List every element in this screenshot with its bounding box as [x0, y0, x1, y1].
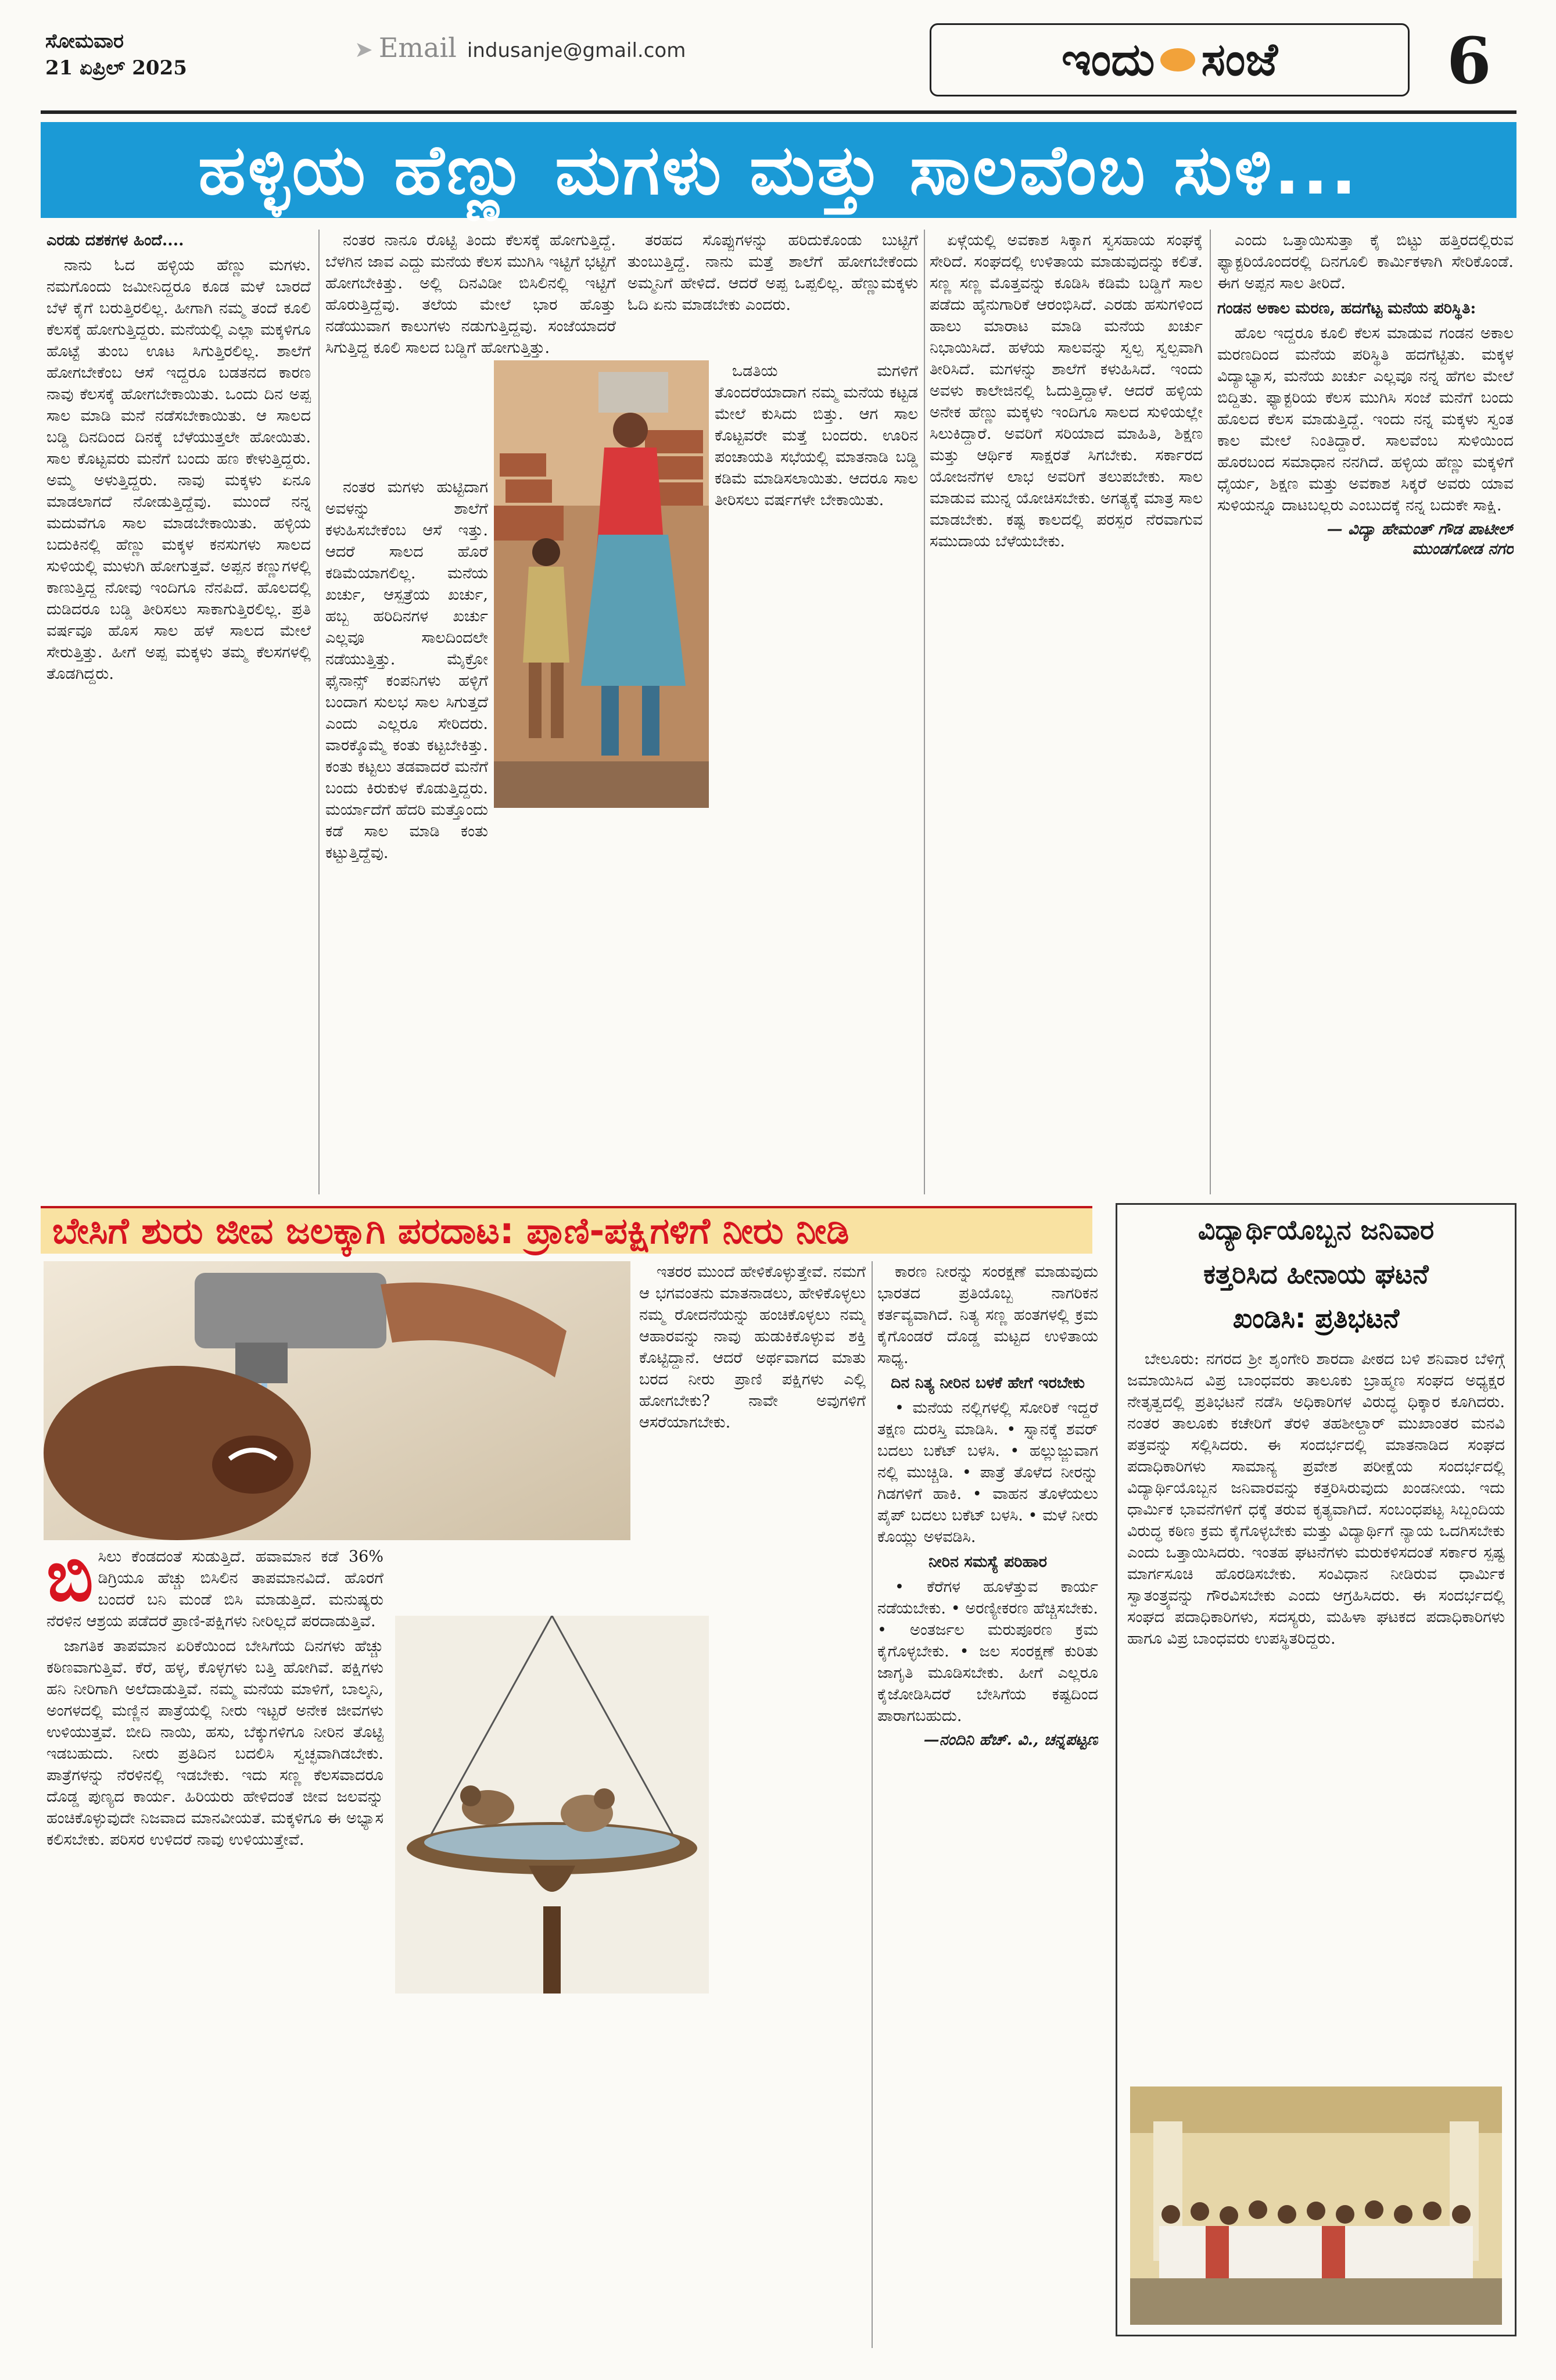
article-paragraph: ನಂತರ ಮಗಳು ಹುಟ್ಟಿದಾಗ ಅವಳನ್ನು ಶಾಲೆಗೆ ಕಳುಹಿಸಬೇಕೆಂಬ ಆಸೆ ಇತ್ತು. ಆದರೆ ಸಾಲದ ಹೊರೆ ಕಡಿಮೆಯಾಗಲಿಲ್ಲ. ಮನೆಯ ಖರ್ಚು, ಆಸ್ಪತ್ರೆಯ ಖರ್ಚು, ಹಬ್ಬ ಹರಿದಿನಗಳ ಖರ್ಚು ಎಲ್ಲವೂ ಸಾಲದಿಂದಲೇ ನಡೆಯುತ್ತಿತ್ತು. ಮೈಕ್ರೋ ಫೈನಾನ್ಸ್ ಕಂಪನಿಗಳು ಹಳ್ಳಿಗೆ ಬಂದಾಗ ಸುಲಭ ಸಾಲ ಸಿಗುತ್ತದೆ ಎಂದು ಎಲ್ಲರೂ ಸೇರಿದರು. ವಾರಕ್ಕೊಮ್ಮೆ ಕಂತು ಕಟ್ಟಬೇಕಿತ್ತು. ಕಂತು ಕಟ್ಟಲು ತಡವಾದರೆ ಮನೆಗೆ ಬಂದು ಕಿರುಕುಳ ಕೊಡುತ್ತಿದ್ದರು. ಮರ್ಯಾದೆಗೆ ಹೆದರಿ ಮತ್ತೊಂದು ಕಡೆ ಸಾಲ ಮಾಡಿ ಕಂತು ಕಟ್ಟುತ್ತಿದ್ದೆವು.: [325, 478, 488, 862]
heat-article-title: [41, 1206, 1092, 1254]
main-article-column-3: [715, 360, 918, 1194]
main-article-column-4: [930, 230, 1203, 1194]
article-paragraph: ತರಹದ ಸೊಪ್ಪುಗಳನ್ನು ಹರಿದುಕೊಂಡು ಬುಟ್ಟಿಗೆ ತುಂಬುತ್ತಿದ್ದೆ. ನಾನು ಮತ್ತೆ ಶಾಲೆಗೆ ಹೋಗಬೇಕೆಂದು ಅಮ್ಮನಿಗೆ ಹೇಳಿದೆ. ಆದರೆ ಅಪ್ಪ ಒಪ್ಪಲಿಲ್ಲ. ಹೆಣ್ಣುಮಕ್ಕಳು ಓದಿ ಏನು ಮಾಡಬೇಕು ಎಂದರು.: [628, 231, 918, 314]
lead-heading: ಎರಡು ದಶಕಗಳ ಹಿಂದೆ....: [46, 231, 184, 249]
email-label: Email: [378, 32, 457, 63]
masthead-logo: [930, 23, 1410, 96]
article-paragraph: ಎಂದು ಒತ್ತಾಯಿಸುತ್ತಾ ಕೈ ಬಿಟ್ಟು ಹತ್ತಿರದಲ್ಲಿರುವ ಫ್ಯಾಕ್ಟರಿಯೊಂದರಲ್ಲಿ ದಿನಗೂಲಿ ಕಾರ್ಮಿಕಳಾಗಿ ಸೇರಿಕೊಂಡೆ. ಈಗ ಅಪ್ಪನ ಸಾಲ ತೀರಿದೆ.: [1217, 231, 1514, 292]
author-byline: — ವಿದ್ಯಾ ಹೇಮಂತ್ ಗೌಡ ಪಾಟೀಲ್: [1326, 520, 1514, 538]
issue-date: 21 ಏಪ್ರಿಲ್ 2025: [45, 56, 187, 80]
masthead-right: ಸಂಜೆ: [1201, 33, 1278, 86]
article-paragraph: ಕಾರಣ ನೀರನ್ನು ಸಂರಕ್ಷಣೆ ಮಾಡುವುದು ಭಾರತದ ಪ್ರತಿಯೊಬ್ಬ ನಾಗರಿಕನ ಕರ್ತವ್ಯವಾಗಿದೆ. ನಿತ್ಯ ಸಣ್ಣ ಹಂತಗಳಲ್ಲಿ ಕ್ರಮ ಕೈಗೊಂಡರೆ ದೊಡ್ಡ ಮಟ್ಟದ ಉಳಿತಾಯ ಸಾಧ್ಯ.: [877, 1263, 1098, 1367]
header-divider: [41, 110, 1516, 114]
article-paragraph: ಒಡತಿಯ ಮಗಳಿಗೆ ತೊಂದರೆಯಾದಾಗ ನಮ್ಮ ಮನೆಯ ಕಟ್ಟಡ ಮೇಲೆ ಕುಸಿದು ಬಿತ್ತು. ಆಗ ಸಾಲ ಕೊಟ್ಟವರೇ ಮತ್ತೆ ಬಂದರು. ಊರಿನ ಪಂಚಾಯತಿ ಸಭೆಯಲ್ಲಿ ಮಾತನಾಡಿ ಬಡ್ಡಿ ಕಡಿಮೆ ಮಾಡಿಸಲಾಯಿತು. ಆದರೂ ಸಾಲ ತೀರಿಸಲು ವರ್ಷಗಳೇ ಬೇಕಾಯಿತು.: [715, 362, 918, 509]
heat-article-column-c: [877, 1261, 1098, 2348]
heat-title-part-2: ಪ್ರಾಣಿ-ಪಕ್ಷಿಗಳಿಗೆ ನೀರು ನೀಡಿ: [526, 1209, 849, 1252]
protest-group-photo: [1130, 2086, 1502, 2325]
side-title-line-3: ಖಂಡಿಸಿ: ಪ್ರತಿಭಟನೆ: [1232, 1302, 1400, 1334]
solutions-list: • ಕೆರೆಗಳ ಹೂಳೆತ್ತುವ ಕಾರ್ಯ ನಡೆಯಬೇಕು. • ಅರಣ್ಯೀಕರಣ ಹೆಚ್ಚಿಸಬೇಕು. • ಅಂತರ್ಜಲ ಮರುಪೂರಣ ಕ್ರಮ ಕೈಗೊಳ್ಳಬೇಕು. • ಜಲ ಸಂರಕ್ಷಣೆ ಕುರಿತು ಜಾಗೃತಿ ಮೂಡಿಸಬೇಕು. ಹೀಗೆ ಎಲ್ಲರೂ ಕೈಜೋಡಿಸಿದರೆ ಬೇಸಿಗೆಯ ಕಷ್ಟದಿಂದ ಪಾರಾಗಬಹುದು.: [877, 1578, 1098, 1725]
article-paragraph: ಏಳ್ಗೆಯಲ್ಲಿ ಅವಕಾಶ ಸಿಕ್ಕಾಗ ಸ್ವಸಹಾಯ ಸಂಘಕ್ಕೆ ಸೇರಿದೆ. ಸಂಘದಲ್ಲಿ ಉಳಿತಾಯ ಮಾಡುವುದನ್ನು ಕಲಿತೆ. ಸಣ್ಣ ಸಣ್ಣ ಮೊತ್ತವನ್ನು ಕೂಡಿಸಿ ಕಡಿಮೆ ಬಡ್ಡಿಗೆ ಸಾಲ ಪಡೆದು ಹೈನುಗಾರಿಕೆ ಆರಂಭಿಸಿದೆ. ಎರಡು ಹಸುಗಳಿಂದ ಹಾಲು ಮಾರಾಟ ಮಾಡಿ ಮನೆಯ ಖರ್ಚು ನಿಭಾಯಿಸಿದೆ. ಹಳೆಯ ಸಾಲವನ್ನು ಸ್ವಲ್ಪ ಸ್ವಲ್ಪವಾಗಿ ತೀರಿಸಿದೆ. ಮಗಳನ್ನು ಶಾಲೆಗೆ ಕಳುಹಿಸಿದೆ. ಇಂದು ಅವಳು ಕಾಲೇಜಿನಲ್ಲಿ ಓದುತ್ತಿದ್ದಾಳೆ. ಆದರೆ ಹಳ್ಳಿಯ ಅನೇಕ ಹೆಣ್ಣು ಮಕ್ಕಳು ಇಂದಿಗೂ ಸಾಲದ ಸುಳಿಯಲ್ಲೇ ಸಿಲುಕಿದ್ದಾರೆ. ಅವರಿಗೆ ಸರಿಯಾದ ಮಾಹಿತಿ, ಶಿಕ್ಷಣ ಮತ್ತು ಆರ್ಥಿಕ ಸಾಕ್ಷರತೆ ಸಿಗಬೇಕು. ಸರ್ಕಾರದ ಯೋಜನೆಗಳ ಲಾಭ ಅವರಿಗೆ ತಲುಪಬೇಕು. ಸಾಲ ಮಾಡುವ ಮುನ್ನ ಯೋಚಿಸಬೇಕು. ಅಗತ್ಯಕ್ಕೆ ಮಾತ್ರ ಸಾಲ ಮಾಡಬೇಕು. ಕಷ್ಟ ಕಾಲದಲ್ಲಿ ಪರಸ್ಪರ ನೆರವಾಗುವ ಸಮುದಾಯ ಬೆಳೆಯಬೇಕು.: [930, 231, 1203, 550]
section-subheading: ಗಂಡನ ಅಕಾಲ ಮರಣ, ಹದಗೆಟ್ಟ ಮನೆಯ ಪರಿಸ್ಥಿತಿ:: [1217, 299, 1476, 317]
author-place: ಮುಂಡಗೋಡ ನಗರ: [1412, 540, 1514, 558]
article-paragraph: ಬೇಲೂರು: ನಗರದ ಶ್ರೀ ಶೃಂಗೇರಿ ಶಾರದಾ ಪೀಠದ ಬಳಿ ಶನಿವಾರ ಬೆಳಿಗ್ಗೆ ಜಮಾಯಿಸಿದ ವಿಪ್ರ ಬಾಂಧವರು ತಾಲೂಕು ಬ್ರಾಹ್ಮಣ ಸಂಘದ ಅಧ್ಯಕ್ಷರ ನೇತೃತ್ವದಲ್ಲಿ ಪ್ರತಿಭಟನೆ ನಡೆಸಿ ಅಧಿಕಾರಿಗಳ ವಿರುದ್ಧ ಧಿಕ್ಕಾರ ಕೂಗಿದರು. ನಂತರ ತಾಲೂಕು ಕಚೇರಿಗೆ ತೆರಳಿ ತಹಶೀಲ್ದಾರ್ ಮುಖಾಂತರ ಮನವಿ ಪತ್ರವನ್ನು ಸಲ್ಲಿಸಿದರು. ಈ ಸಂದರ್ಭದಲ್ಲಿ ಮಾತನಾಡಿದ ಸಂಘದ ಪದಾಧಿಕಾರಿಗಳು ಸಾಮಾನ್ಯ ಪ್ರವೇಶ ಪರೀಕ್ಷೆಯ ಸಂದರ್ಭದಲ್ಲಿ ವಿದ್ಯಾರ್ಥಿಯೊಬ್ಬನ ಜನಿವಾರವನ್ನು ಕತ್ತರಿಸಿರುವುದು ಖಂಡನೀಯ. ಇದು ಧಾರ್ಮಿಕ ಭಾವನೆಗಳಿಗೆ ಧಕ್ಕೆ ತರುವ ಕೃತ್ಯವಾಗಿದೆ. ಸಂಬಂಧಪಟ್ಟ ಸಿಬ್ಬಂದಿಯ ವಿರುದ್ಧ ಕಠಿಣ ಕ್ರಮ ಕೈಗೊಳ್ಳಬೇಕು ಮತ್ತು ವಿದ್ಯಾರ್ಥಿಗೆ ನ್ಯಾಯ ಒದಗಿಸಬೇಕು ಎಂದು ಒತ್ತಾಯಿಸಿದರು. ಇಂತಹ ಘಟನೆಗಳು ಮರುಕಳಿಸದಂತೆ ಸರ್ಕಾರ ಸ್ಪಷ್ಟ ಮಾರ್ಗಸೂಚಿ ಹೊರಡಿಸಬೇಕು. ಸಂವಿಧಾನ ನೀಡಿರುವ ಧಾರ್ಮಿಕ ಸ್ವಾತಂತ್ರ್ಯವನ್ನು ಗೌರವಿಸಬೇಕು ಎಂದು ಆಗ್ರಹಿಸಿದರು. ಈ ಸಂದರ್ಭದಲ್ಲಿ ಸಂಘದ ಪದಾಧಿಕಾರಿಗಳು, ಸದಸ್ಯರು, ಮಹಿಳಾ ಘಟಕದ ಪದಾಧಿಕಾರಿಗಳು ಹಾಗೂ ವಿಪ್ರ ಬಾಂಧವರು ಉಪಸ್ಥಿತರಿದ್ದರು.: [1127, 1350, 1505, 1648]
brick-workers-photo: [494, 360, 709, 808]
main-article-column-2-mid: [325, 477, 488, 1194]
weekday: ಸೋಮವಾರ: [45, 30, 124, 53]
main-article-column-5: [1217, 230, 1514, 1194]
section-subheading: ದಿನ ನಿತ್ಯ ನೀರಿನ ಬಳಕೆ ಹೇಗೆ ಇರಬೇಕು: [891, 1374, 1085, 1392]
column-divider: [872, 1261, 873, 2348]
heat-title-part-1: ಬೇಸಿಗೆ ಶುರು ಜೀವ ಜಲಕ್ಕಾಗಿ ಪರದಾಟ:: [52, 1209, 514, 1252]
column-divider: [924, 230, 925, 1194]
column-divider: [318, 230, 320, 1194]
email-address[interactable]: indusanje@gmail.com: [467, 39, 686, 62]
heat-intro: ಸಿಲು ಕೆಂಡದಂತೆ ಸುಡುತ್ತಿದೆ. ಹವಾಮಾನ ಕಡೆ 36% ಡಿಗ್ರಿಯೂ ಹೆಚ್ಚು ಬಿಸಿಲಿನ ತಾಪಮಾನವಿದೆ. ಹೊರಗೆ ಬಂದರೆ ಬನಿ ಮಂಡೆ ಬಿಸಿ ಮಾಡುತ್ತಿದೆ. ಮನುಷ್ಯರು ನೆರಳಿನ ಆಶ್ರಯ ಪಡೆದರೆ ಪ್ರಾಣಿ-ಪಕ್ಷಿಗಳು ನೀರಿಲ್ಲದೆ ಪರದಾಡುತ್ತಿವೆ.: [46, 1548, 383, 1630]
page-number: 6: [1447, 23, 1492, 98]
email-block: [354, 32, 686, 63]
heat-article-column-b2: [718, 1831, 866, 2348]
article-paragraph: ಜಾಗತಿಕ ತಾಪಮಾನ ಏರಿಕೆಯಿಂದ ಬೇಸಿಗೆಯ ದಿನಗಳು ಹೆಚ್ಚು ಕಠಿಣವಾಗುತ್ತಿವೆ. ಕೆರೆ, ಹಳ್ಳ, ಕೊಳ್ಳಗಳು ಬತ್ತಿ ಹೋಗಿವೆ. ಪಕ್ಷಿಗಳು ಹನಿ ನೀರಿಗಾಗಿ ಅಲೆದಾಡುತ್ತಿವೆ. ನಮ್ಮ ಮನೆಯ ಮಾಳಿಗೆ, ಬಾಲ್ಕನಿ, ಅಂಗಳದಲ್ಲಿ ಮಣ್ಣಿನ ಪಾತ್ರೆಯಲ್ಲಿ ನೀರು ಇಟ್ಟರೆ ಅನೇಕ ಜೀವಗಳು ಉಳಿಯುತ್ತವೆ. ಬೀದಿ ನಾಯಿ, ಹಸು, ಬೆಕ್ಕುಗಳಿಗೂ ನೀರಿನ ತೊಟ್ಟಿ ಇಡಬಹುದು. ನೀರು ಪ್ರತಿದಿನ ಬದಲಿಸಿ ಸ್ವಚ್ಛವಾಗಿಡಬೇಕು. ಪಾತ್ರೆಗಳನ್ನು ನೆರಳಿನಲ್ಲಿ ಇಡಬೇಕು. ಇದು ಸಣ್ಣ ಕೆಲಸವಾದರೂ ದೊಡ್ಡ ಪುಣ್ಯದ ಕಾರ್ಯ. ಹಿರಿಯರು ಹೇಳಿದಂತೆ ಜೀವ ಜಲವನ್ನು ಹಂಚಿಕೊಳ್ಳುವುದೇ ನಿಜವಾದ ಮಾನವೀಯತೆ. ಮಕ್ಕಳಿಗೂ ಈ ಅಭ್ಯಾಸ ಕಲಿಸಬೇಕು. ಪರಿಸರ ಉಳಿದರೆ ನಾವು ಉಳಿಯುತ್ತೇವೆ.: [46, 1637, 383, 1849]
heat-article-column-a: [46, 1546, 383, 2348]
child-drinking-tap-photo: [44, 1261, 630, 1540]
sun-icon: [1160, 48, 1195, 71]
arrow-icon: ➤: [354, 37, 373, 62]
date-block: [45, 28, 187, 81]
drop-cap: ಬಿ: [46, 1546, 94, 1617]
column-divider: [1210, 230, 1211, 1194]
article-paragraph: ಹೊಲ ಇದ್ದರೂ ಕೂಲಿ ಕೆಲಸ ಮಾಡುವ ಗಂಡನ ಅಕಾಲ ಮರಣದಿಂದ ಮನೆಯ ಪರಿಸ್ಥಿತಿ ಹದಗೆಟ್ಟಿತು. ಮಕ್ಕಳ ವಿದ್ಯಾಭ್ಯಾಸ, ಮನೆಯ ಖರ್ಚು ಎಲ್ಲವೂ ನನ್ನ ಹೆಗಲ ಮೇಲೆ ಬಿದ್ದಿತು. ಫ್ಯಾಕ್ಟರಿಯ ಕೆಲಸ ಮುಗಿಸಿ ಸಂಜೆ ಮನೆಗೆ ಬಂದು ಹೊಲದ ಕೆಲಸ ಮಾಡುತ್ತಿದ್ದೆ. ಇಂದು ನನ್ನ ಮಕ್ಕಳು ಸ್ವಂತ ಕಾಲ ಮೇಲೆ ನಿಂತಿದ್ದಾರೆ. ಸಾಲವೆಂಬ ಸುಳಿಯಿಂದ ಹೊರಬಂದ ಸಮಾಧಾನ ನನಗಿದೆ. ಹಳ್ಳಿಯ ಹೆಣ್ಣು ಮಕ್ಕಳಿಗೆ ಧೈರ್ಯ, ಶಿಕ್ಷಣ ಮತ್ತು ಅವಕಾಶ ಸಿಕ್ಕರೆ ಅವರು ಯಾವ ಸುಳಿಯನ್ನೂ ದಾಟಬಲ್ಲರು ಎಂಬುದಕ್ಕೆ ನನ್ನ ಬದುಕೇ ಸಾಕ್ಷಿ.: [1217, 324, 1514, 514]
section-subheading: ನೀರಿನ ಸಮಸ್ಯೆ ಪರಿಹಾರ: [928, 1553, 1048, 1571]
article-paragraph: ನಾನು ಓದ ಹಳ್ಳಿಯ ಹೆಣ್ಣು ಮಗಳು. ನಮಗೊಂದು ಜಮೀನಿದ್ದರೂ ಕೂಡ ಮಳೆ ಬಾರದೆ ಬೆಳೆ ಕೈಗೆ ಬರುತ್ತಿರಲಿಲ್ಲ. ಹೀಗಾಗಿ ನಮ್ಮ ತಂದೆ ಕೂಲಿ ಕೆಲಸಕ್ಕೆ ಹೋಗುತ್ತಿದ್ದರು. ಮನೆಯಲ್ಲಿ ಎಲ್ಲಾ ಮಕ್ಕಳಿಗೂ ಹೊಟ್ಟೆ ತುಂಬ ಊಟ ಸಿಗುತ್ತಿರಲಿಲ್ಲ. ಶಾಲೆಗೆ ಹೋಗಬೇಕೆಂಬ ಆಸೆ ಇದ್ದರೂ ಬಡತನದ ಕಾರಣ ನಾವು ಕೆಲಸಕ್ಕೆ ಹೋಗಬೇಕಾಯಿತು. ಒಂದು ದಿನ ಅಪ್ಪ ಸಾಲ ಮಾಡಿ ಮನೆ ನಡೆಸಬೇಕಾಯಿತು. ಆ ಸಾಲದ ಬಡ್ಡಿ ದಿನದಿಂದ ದಿನಕ್ಕೆ ಬೆಳೆಯುತ್ತಲೇ ಹೋಯಿತು. ಸಾಲ ಕೊಟ್ಟವರು ಮನೆಗೆ ಬಂದು ಹಣ ಕೇಳುತ್ತಿದ್ದರು. ಅಮ್ಮ ಅಳುತ್ತಿದ್ದರು. ನಾವು ಮಕ್ಕಳು ಏನೂ ಮಾಡಲಾಗದೆ ನೋಡುತ್ತಿದ್ದೆವು. ಮುಂದೆ ನನ್ನ ಮದುವೆಗೂ ಸಾಲ ಮಾಡಬೇಕಾಯಿತು. ಹಳ್ಳಿಯ ಬದುಕಿನಲ್ಲಿ ಹೆಣ್ಣು ಮಕ್ಕಳ ಕನಸುಗಳು ಸಾಲದ ಸುಳಿಯಲ್ಲಿ ಮುಳುಗಿ ಹೋಗುತ್ತವೆ. ಅಪ್ಪನ ಕಣ್ಣುಗಳಲ್ಲಿ ಕಾಣುತ್ತಿದ್ದ ನೋವು ಇಂದಿಗೂ ನೆನಪಿದೆ. ಹೊಲದಲ್ಲಿ ದುಡಿದರೂ ಬಡ್ಡಿ ತೀರಿಸಲು ಸಾಕಾಗುತ್ತಿರಲಿಲ್ಲ. ಪ್ರತಿ ವರ್ಷವೂ ಹೊಸ ಸಾಲ ಹಳೆ ಸಾಲದ ಮೇಲೆ ಸೇರುತ್ತಿತ್ತು. ಹೀಗೆ ಅಪ್ಪ ಮಕ್ಕಳು ತಮ್ಮ ಕೆಲಸಗಳಲ್ಲಿ ತೊಡಗಿದ್ದರು.: [46, 256, 311, 683]
tips-list: • ಮನೆಯ ನಲ್ಲಿಗಳಲ್ಲಿ ಸೋರಿಕೆ ಇದ್ದರೆ ತಕ್ಷಣ ದುರಸ್ತಿ ಮಾಡಿಸಿ. • ಸ್ನಾನಕ್ಕೆ ಶವರ್ ಬದಲು ಬಕೆಟ್ ಬಳಸಿ. • ಹಲ್ಲುಜ್ಜುವಾಗ ನಲ್ಲಿ ಮುಚ್ಚಿಡಿ. • ಪಾತ್ರೆ ತೊಳೆದ ನೀರನ್ನು ಗಿಡಗಳಿಗೆ ಹಾಕಿ. • ವಾಹನ ತೊಳೆಯಲು ಪೈಪ್ ಬದಲು ಬಕೆಟ್ ಬಳಸಿ. • ಮಳೆ ನೀರು ಕೊಯ್ಲು ಅಳವಡಿಸಿ.: [877, 1399, 1098, 1546]
main-article-column-1: [46, 230, 311, 1194]
masthead-left: ಇಂದು: [1062, 33, 1155, 86]
side-article-body: [1127, 1348, 1505, 2069]
side-title-line-1: ವಿದ್ಯಾರ್ಥಿಯೊಬ್ಬನ ಜನಿವಾರ: [1198, 1214, 1435, 1246]
birds-water-bowl-photo: [395, 1616, 709, 1994]
side-title-line-2: ಕತ್ತರಿಸಿದ ಹೀನಾಯ ಘಟನೆ: [1203, 1258, 1429, 1290]
article-paragraph: ಇತರರ ಮುಂದೆ ಹೇಳಿಕೊಳ್ಳುತ್ತೇವೆ. ನಮಗೆ ಆ ಭಗವಂತನು ಮಾತನಾಡಲು, ಹೇಳಿಕೊಳ್ಳಲು ನಮ್ಮ ರೋದನೆಯನ್ನು ಹಂಚಿಕೊಳ್ಳಲು ನಮ್ಮ ಆಹಾರವನ್ನು ನಾವು ಹುಡುಕಿಕೊಳ್ಳುವ ಶಕ್ತಿ ಕೊಟ್ಟಿದ್ದಾನೆ. ಆದರೆ ಅರ್ಥವಾಗದ ಮಾತು ಬರದ ನೀರು ಪ್ರಾಣಿ ಪಕ್ಷಿಗಳು ಎಲ್ಲಿ ಹೋಗಬೇಕು? ನಾವೇ ಅವುಗಳಿಗೆ ಆಸರೆಯಾಗಬೇಕು.: [639, 1263, 866, 1431]
main-article-column-3-top: [628, 230, 918, 355]
main-article-title: ಹಳ್ಳಿಯ ಹೆಣ್ಣು ಮಗಳು ಮತ್ತು ಸಾಲವೆಂಬ ಸುಳಿ...: [41, 122, 1516, 218]
side-article-title: [1116, 1208, 1516, 1340]
author-byline: —ನಂದಿನಿ ಹೆಚ್. ವಿ., ಚನ್ನಪಟ್ಟಣ: [923, 1731, 1098, 1749]
article-paragraph: ನಂತರ ನಾನೂ ರೊಟ್ಟಿ ತಿಂದು ಕೆಲಸಕ್ಕೆ ಹೋಗುತ್ತಿದ್ದೆ. ಬೆಳಗಿನ ಜಾವ ಎದ್ದು ಮನೆಯ ಕೆಲಸ ಮುಗಿಸಿ ಇಟ್ಟಿಗೆ ಭಟ್ಟಿಗೆ ಹೋಗಬೇಕಿತ್ತು. ಅಲ್ಲಿ ದಿನವಿಡೀ ಬಿಸಿಲಿನಲ್ಲಿ ಇಟ್ಟಿಗೆ ಹೊರುತ್ತಿದ್ದೆವು. ತಲೆಯ ಮೇಲೆ ಭಾರ ಹೊತ್ತು ನಡೆಯುವಾಗ ಕಾಲುಗಳು ನಡುಗುತ್ತಿದ್ದವು. ಸಂಜೆಯಾದರೆ ಸಿಗುತ್ತಿದ್ದ ಕೂಲಿ ಸಾಲದ ಬಡ್ಡಿಗೆ ಹೋಗುತ್ತಿತ್ತು.: [325, 231, 616, 357]
